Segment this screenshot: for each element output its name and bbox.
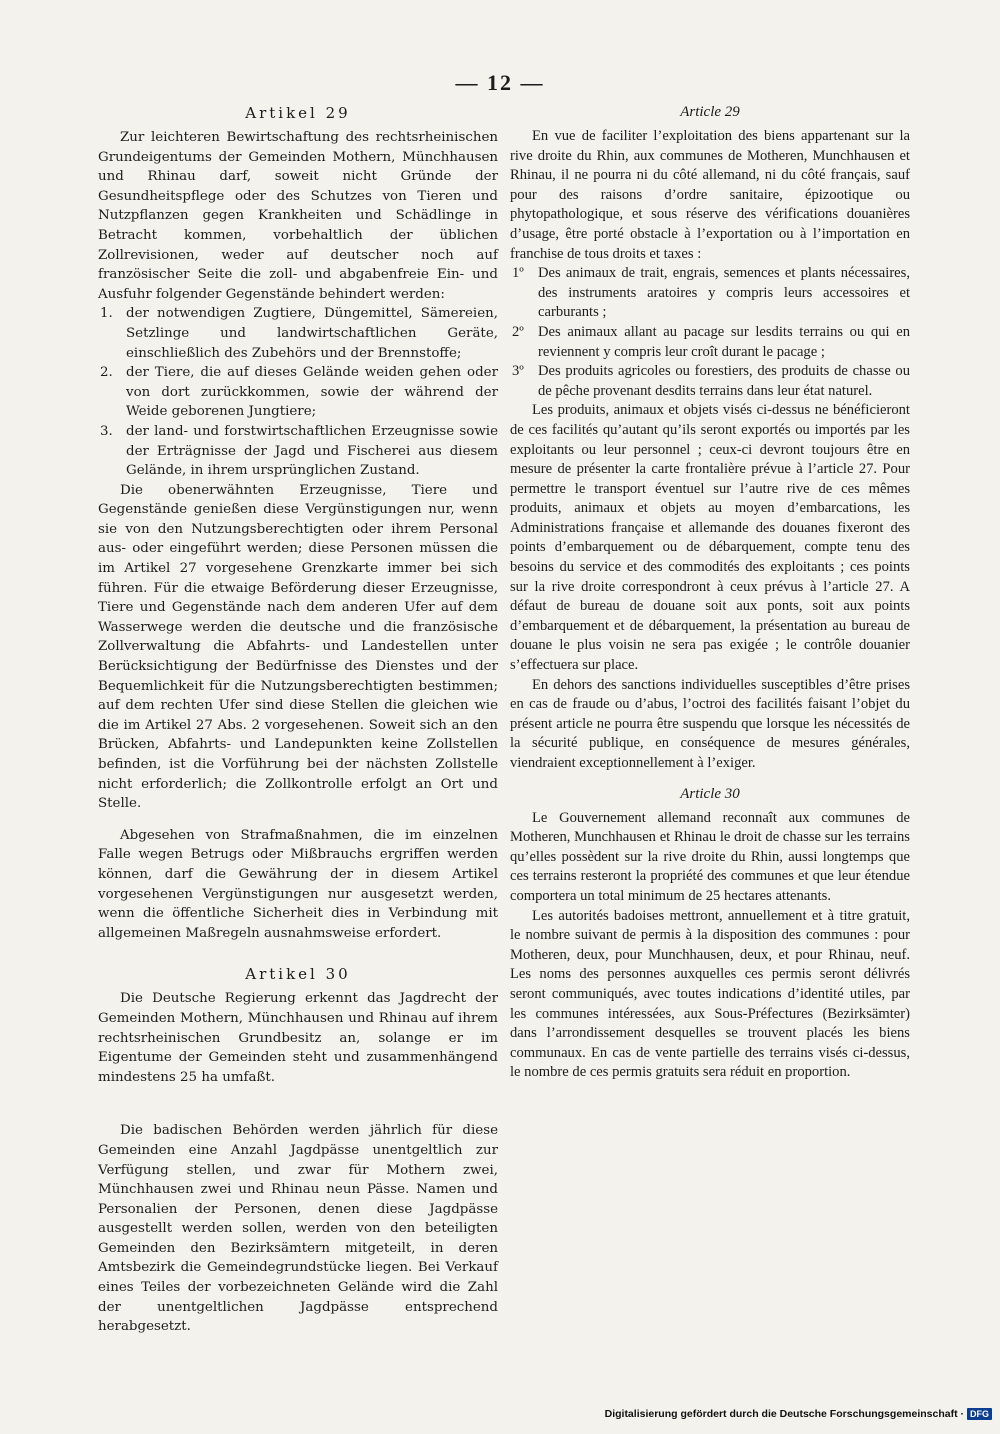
article-30-para1-de: Die Deutsche Regierung erkennt das Jagdrecht der Gemeinden Mothern, Münchhausen und Rhinau auf ihrem rechtsrheinischen Grundbesitz an, solange er im Eigentume der Gemeinden steht und zusammenhängend mindestens 25 ha umfaßt. [98,991,498,1085]
list-item-text: der land- und forstwirtschaftlichen Erzeugnisse sowie der Erträgnisse der Jagd und Fischerei aus diesem Gelände, in ihrem ursprünglichen Zustand. [126,423,498,479]
article-29-para2-de: Die obenerwähnten Erzeugnisse, Tiere und Gegenstände genießen diese Vergünstigungen nur, wenn sie von den Nutzungsberechtigten oder ihrem Personal aus- oder eingeführt werden; diese Personen müssen die im Artikel 27 vorgesehene Grenzkarte immer bei sich führen. Für die etwaige Beförderung dieser Erzeugnisse, Tiere und Gegenstände nach dem anderen Ufer auf dem Wasserwege werden die deutsche und die französische Zollverwaltung die Abfahrts- und Landestellen unter Berücksichtigung der Bedürfnisse des Dienstes und der Bequemlichkeit für die Nutzungsberechtigten bestimmen; auf dem rechten Ufer sind diese Stellen die gleichen wie die im Artikel 27 Abs. 2 vorgesehenen. Soweit sich an den Brücken, Abfahrts- und Landepunkten keine Zollstellen befinden, ist die Vorführung bei der nächsten Zollstelle nicht erforderlich; die Zollkontrolle erfolgt an Ort und Stelle. [98,482,498,812]
article-29-para3-de: Abgesehen von Strafmaßnahmen, die im einzelnen Falle wegen Betrugs oder Mißbrauchs ergriffen werden können, darf die Gewährung der in diesem Artikel vorgesehenen Vergünstigungen nur ausgesetzt werden, wenn die öffentliche Sicherheit dies in Verbindung mit allgemeinen Maßregeln ausnahmsweise erfordert. [98,827,498,941]
list-item [98,422,498,481]
article-29-para3-fr: En dehors des sanctions individuelles susceptibles d’être prises en cas de fraude ou d’abus, l’octroi des facilités faisant l’objet du présent article ne pourra être suspendu que lorsque les nécessités de la sécurité publique, en conséquence de mesures générales, viendraient exceptionnellement à l’exiger. [510,676,910,771]
article-29-intro-fr: En vue de faciliter l’exploitation des biens appartenant sur la rive droite du Rhin, aux communes de Motheren, Munchhausen et Rhinau, il ne pourra ni du côté allemand, ni du côté français, sauf pour des raisons d’ordre sanitaire, épizootique ou phytopathologique, et sous réserve des vérifications douanières d’usage, être porté obstacle à l’exportation ou à l’importation en franchise de tous droits et taxes : [510,128,910,262]
article-30-para1-fr: Le Gouvernement allemand reconnaît aux communes de Motheren, Munchhausen et Rhinau le droit de chasse sur les terrains qu’elles possèdent sur la rive droite du Rhin, aussi longtemps que ces terrains resteront la propriété des communes et que leur étendue comportera un total minimum de 25 hectares attenants. [510,809,910,904]
list-marker: 2º [512,323,524,340]
list-item [510,323,910,362]
list-marker: 1. [100,306,113,322]
german-column [98,104,498,1337]
article-30-para2-fr: Les autorités badoises mettront, annuellement et à titre gratuit, le nombre suivant de permis à la disposition des communes : pour Motheren, deux, pour Munchhausen, deux, et pour Rhinau, neuf. Les noms des personnes auxquelles ces permis seront délivrés seront communiqués, avec toutes indications d’identité utiles, par les communes intéressées, aux Sous-Préfectures (Bezirksämter) dans l’arrondissement desquelles se trouvent placés les biens communaux. En cas de vente partielle des terrains visés ci-dessus, le nombre de ces permis gratuits sera réduit en proportion. [510,907,910,1081]
list-item [510,264,910,323]
footer-text: Digitalisierung gefördert durch die Deutsche Forschungsgemeinschaft · [604,1408,964,1420]
list-item-text: der Tiere, die auf dieses Gelände weiden gehen oder von dort zurückkommen, sowie der während der Weide geborenen Jungtiere; [126,365,498,420]
list-marker: 1º [512,265,524,282]
dfg-logo-icon: DFG [967,1408,992,1420]
article-29-heading-de: Artikel 29 [245,104,351,122]
list-item-text: der notwendigen Zugtiere, Düngemittel, Sämereien, Setzlinge und landwirtschaftlichen Geräte, einschließlich des Zubehörs und der Brennstoffe; [126,306,498,361]
list-item [98,363,498,422]
article-29-list-de [98,304,498,480]
list-item-text: Des produits agricoles ou forestiers, des produits de chasse ou de pêche provenant desdits terrains dans leur état naturel. [538,363,910,399]
article-29-heading-fr: Article 29 [680,104,740,120]
article-30-heading-fr: Article 30 [680,785,740,802]
list-marker: 2. [100,365,113,381]
article-29-list-fr [510,264,910,401]
list-item-text: Des animaux allant au pacage sur lesdits terrains ou qui en reviennent y compris leur croît durant le pacage ; [538,323,910,360]
list-item-text: Des animaux de trait, engrais, semences et plants nécessaires, des instruments aratoires y compris leurs accessoires et carburants ; [538,265,910,321]
list-item [510,362,910,401]
list-item [98,304,498,363]
article-30-para2-de: Die badischen Behörden werden jährlich für diese Gemeinden eine Anzahl Jagdpässe unentgeltlich zur Verfügung stellen, und zwar für Mothern zwei, Münchhausen zwei und Rhinau neun Pässe. Namen und Personalien der Personen, denen diese Jagdpässe ausgestellt werden sollen, werden von den beteiligten Gemeinden den Bezirksämtern mitgeteilt, in deren Amtsbezirk die Gemeindegrundstücke liegen. Bei Verkauf eines Teiles der vorbezeichneten Gelände wird die Zahl der unentgeltlichen Jagdpässe entsprechend herabgesetzt. [98,1123,498,1335]
french-column [510,104,910,1083]
article-29-intro-de: Zur leichteren Bewirtschaftung des rechtsrheinischen Grundeigentums der Gemeinden Mothern, Münchhausen und Rhinau darf, soweit nicht Gründe der Gesundheitspflege oder des Schutzes von Tieren und Nutzpflanzen gegen Krankheiten und Schädlinge in Betracht kommen, vorbehaltlich der üblichen Zollrevisionen, weder auf deutscher noch auf französischer Seite die zoll- und abgabenfreie Ein- und Ausfuhr folgender Gegenstände behindert werden: [98,130,498,302]
page-number: — 12 — [455,70,545,95]
article-30-heading-de: Artikel 30 [245,965,351,984]
footer-credit [605,1408,992,1420]
list-marker: 3. [100,423,113,439]
article-29-para2-fr: Les produits, animaux et objets visés ci-dessus ne bénéficieront de ces facilités qu’autant qu’ils seront exportés ou importés par les exploitants ou leur personnel ; ceux-ci devront toujours être en mesure de présenter la carte frontalière prévue à l’article 27. Pour permettre le transport éventuel sur l’autre rive de ces mêmes produits, animaux et objets au moyen d’embarcations, les Administrations française et allemande des douanes fixeront des points d’embarquement ou de débarquement, compte tenu des besoins du service et des commodités des exploitants ; ces points sur la rive droite correspondront à ceux prévus à l’article 27. A défaut de bureau de douane soit aux ponts, soit aux points d’embarquement et de débarquement, la présentation au bureau de douane le plus voisin ne sera pas exigée ; le contrôle douanier s’effectuera sur place. [510,402,910,674]
list-marker: 3º [512,363,524,380]
